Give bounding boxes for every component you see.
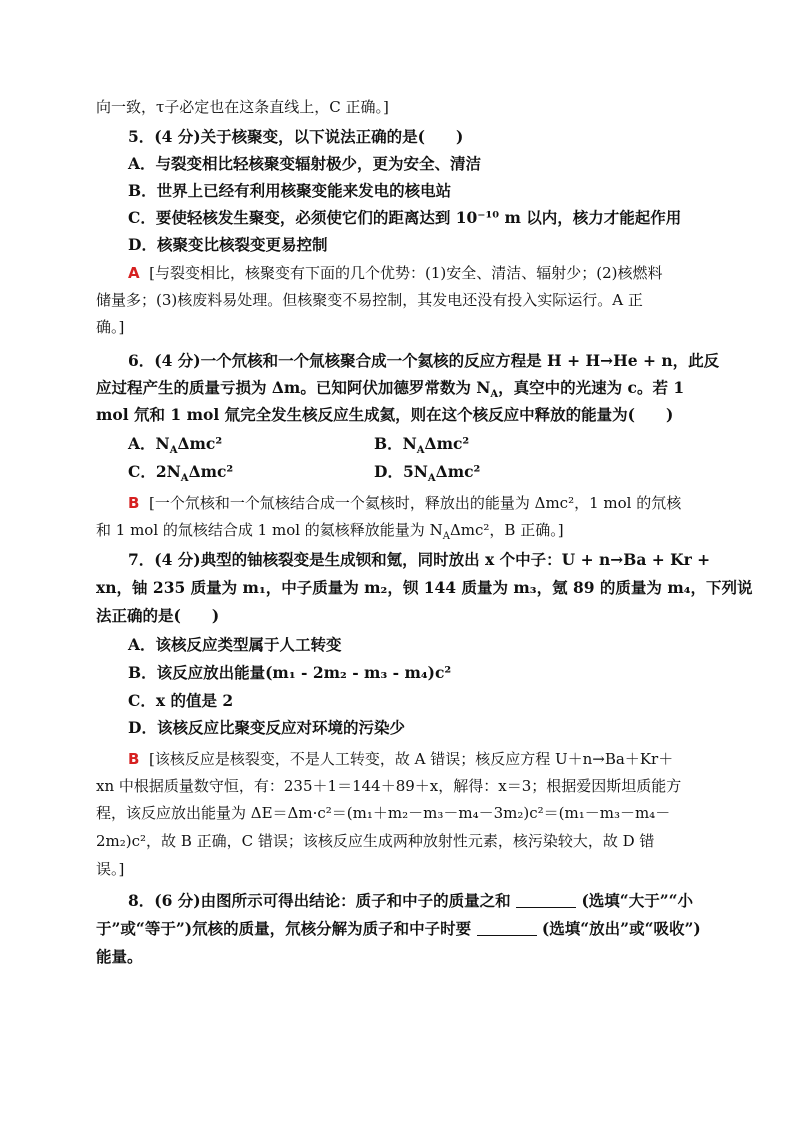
q6-option-b	[374, 433, 469, 462]
q6-option-d	[374, 461, 480, 490]
q7-option-b: B．该反应放出能量(m₁ - 2m₂ - m₃ - m₄)c²	[128, 663, 452, 682]
q6-stem-line-2-text: 应过程产生的质量亏损为 Δm。已知阿伏加德罗常数为 N	[96, 378, 491, 397]
q6-option-d-text: D．5N	[374, 462, 428, 481]
q6-option-a-sub: A	[169, 445, 178, 457]
q6-explanation-text-2b: Δmc²，B 正确。]	[449, 521, 564, 539]
q6-stem-line-2	[96, 377, 684, 406]
q7-explanation-text-1: [该核反应是核裂变，不是人工转变，故 A 错误；核反应方程 U＋n→Ba＋Kr＋	[148, 750, 674, 768]
q8-stem-line-2b: (选填“放出”或“吸收”)	[541, 919, 701, 938]
q6-option-c-text: C．2N	[128, 462, 181, 481]
q6-explanation-text-2a: 和 1 mol 的氚核结合成 1 mol 的氦核释放能量为 N	[96, 521, 443, 539]
q6-answer: B	[128, 494, 140, 512]
q5-option-c: C．要使轻核发生聚变，必须使它们的距离达到 10⁻¹⁰ m 以内，核力才能起作用	[128, 208, 682, 227]
q8-stem-line-3: 能量。	[96, 947, 143, 966]
q5-option-a: A．与裂变相比轻核聚变辐射极少，更为安全、清洁	[128, 154, 482, 173]
q6-explanation-line-1	[128, 492, 681, 514]
q6-option-a-text: A．N	[128, 434, 170, 453]
q7-explanation-line-4: 2m₂)c²，故 B 正确，C 错误；该核反应生成两种放射性元素，核污染较大，故 D 错	[96, 832, 655, 850]
q7-option-a: A．该核反应类型属于人工转变	[128, 635, 342, 654]
q6-stem-line-2-tail: ，真空中的光速为 c。若 1	[498, 378, 685, 397]
q8-blank-2[interactable]	[477, 920, 537, 936]
q6-explanation-sub: A	[442, 531, 450, 542]
q5-explanation-line-1	[128, 262, 663, 284]
q5-answer: A	[128, 264, 140, 282]
q6-option-b-sub: A	[416, 445, 425, 457]
q5-explanation-line-3: 确。]	[96, 318, 125, 336]
q6-option-a-tail: Δmc²	[177, 434, 223, 453]
q7-option-c: C．x 的值是 2	[128, 691, 234, 710]
q8-stem-line-1a: 8．(6 分)由图所示可得出结论：质子和中子的质量之和	[128, 891, 511, 910]
q6-stem-line-3: mol 氘和 1 mol 氚完全发生核反应生成氦，则在这个核反应中释放的能量为( )	[96, 405, 674, 424]
previous-explanation-tail: 向一致，τ子必定也在这条直线上，C 正确。]	[96, 98, 389, 116]
q5-option-d: D．核聚变比核裂变更易控制	[128, 235, 328, 254]
q8-blank-1[interactable]	[516, 892, 576, 908]
q6-option-c	[128, 461, 233, 490]
q7-option-d: D．该核反应比聚变反应对环境的污染少	[128, 718, 405, 737]
q7-explanation-line-2: xn 中根据质量数守恒，有：235＋1＝144＋89＋x，解得：x＝3；根据爱因斯坦质能方	[96, 777, 682, 795]
q6-option-c-sub: A	[180, 473, 189, 485]
q8-stem-line-1	[128, 890, 693, 912]
q7-stem-line-2: xn，铀 235 质量为 m₁，中子质量为 m₂，钡 144 质量为 m₃，氪 89 的质量为 m₄，下列说	[96, 578, 753, 597]
q7-explanation-line-3: 程，该反应放出能量为 ΔE＝Δm·c²＝(m₁＋m₂－m₃－m₄－3m₂)c²＝(m₁－m₃－m₄－	[96, 804, 671, 822]
q7-stem-line-3: 法正确的是( )	[96, 606, 220, 625]
q7-explanation-line-1	[128, 748, 673, 770]
q5-explanation-text-1: [与裂变相比，核聚变有下面的几个优势：(1)安全、清洁、辐射少；(2)核燃料	[149, 264, 663, 282]
q6-option-c-tail: Δmc²	[188, 462, 234, 481]
q7-answer: B	[128, 750, 140, 768]
q7-explanation-line-5: 误。]	[96, 860, 125, 878]
q6-option-a	[128, 433, 222, 462]
q6-stem-line-2-sub: A	[490, 389, 499, 401]
q6-option-b-tail: Δmc²	[424, 434, 470, 453]
q8-stem-line-2	[96, 918, 701, 940]
q5-stem: 5．(4 分)关于核聚变，以下说法正确的是( )	[128, 127, 464, 146]
q5-option-b: B．世界上已经有利用核聚变能来发电的核电站	[128, 181, 452, 200]
q8-stem-line-1b: (选填“大于”“小	[581, 891, 694, 910]
q6-option-b-text: B．N	[374, 434, 417, 453]
q8-stem-line-2a: 于”或“等于”)氘核的质量，氘核分解为质子和中子时要	[96, 919, 472, 938]
q5-explanation-line-2: 储量多；(3)核废料易处理。但核聚变不易控制，其发电还没有投入实际运行。A 正	[96, 291, 643, 309]
q6-explanation-text-1: [一个氘核和一个氚核结合成一个氦核时，释放出的能量为 Δmc²，1 mol 的氘核	[148, 494, 682, 512]
q6-explanation-line-2	[96, 519, 564, 548]
q6-option-d-sub: A	[427, 473, 436, 485]
q6-option-d-tail: Δmc²	[435, 462, 481, 481]
q6-stem-line-1: 6．(4 分)一个氘核和一个氚核聚合成一个氦核的反应方程是 H + H→He + n，此反	[128, 351, 720, 370]
q7-stem-line-1: 7．(4 分)典型的铀核裂变是生成钡和氪，同时放出 x 个中子：U + n→Ba + Kr +	[128, 550, 711, 569]
